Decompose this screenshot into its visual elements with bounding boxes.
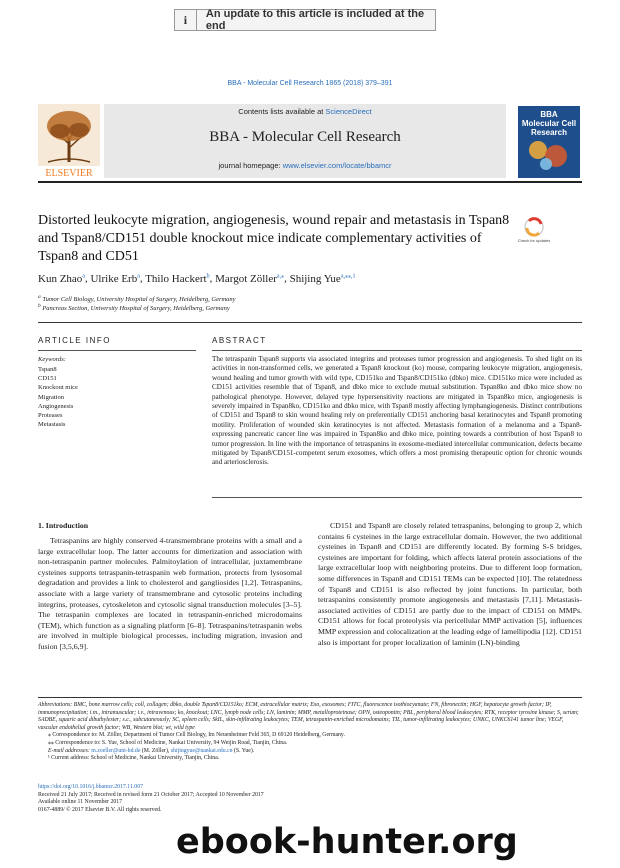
contents-line <box>104 107 506 116</box>
keyword: Metastasis <box>38 421 66 429</box>
homepage-link[interactable]: www.elsevier.com/locate/bbamcr <box>282 161 392 170</box>
keyword: Proteases <box>38 412 63 420</box>
keyword: Angiogenesis <box>38 402 74 410</box>
homepage-prefix: journal homepage: <box>218 161 281 170</box>
copyright: 0167-4889/ © 2017 Elsevier B.V. All rights reserved. <box>38 806 162 813</box>
elsevier-tree-logo-icon <box>38 104 100 178</box>
article-info-rule <box>38 350 196 351</box>
email-link[interactable]: m.zoeller@uni-hd.de <box>91 747 141 754</box>
header-divider <box>38 322 582 323</box>
received-dates: Received 21 July 2017; Received in revised form 21 October 2017; Accepted 10 November 2017 <box>38 791 264 798</box>
elsevier-wordmark: ELSEVIER <box>45 168 93 179</box>
author[interactable]: Margot Zöller$^{a,⁎}$ <box>215 272 285 285</box>
keyword: Migration <box>38 393 64 401</box>
homepage-line <box>104 161 506 170</box>
keyword: Knockout mice <box>38 384 78 392</box>
abstract-heading: ABSTRACT <box>212 336 267 345</box>
author-list: Kun Zhao$^a$, Ulrike Erb$^a$, Thilo Hackert$^b$, Margot Zöller$^{a,⁎}$, Shijing Yue$^{a,⁎⁎,1}$ <box>38 272 356 285</box>
check-for-updates-icon[interactable] <box>517 216 551 246</box>
author[interactable]: Ulrike Erb$^a$ <box>90 272 140 285</box>
affiliation: $^b$ Pancreas Section, University Hospital of Surgery, Heidelberg, Germany <box>38 303 230 313</box>
correspondence-footnote: ⁎ Correspondence to: M. Zöller, Department of Tumor Cell Biology, Im Neuenheimer Feld 365, D 69120 Heidelberg, Germany. <box>48 732 345 739</box>
watermark-text: ebook-hunter.org <box>176 822 518 862</box>
keyword: CD151 <box>38 375 57 383</box>
article-info-heading: ARTICLE INFO <box>38 336 111 345</box>
check-for-updates-label: Check for updates <box>517 238 551 243</box>
author[interactable]: Shijing Yue$^{a,⁎⁎,1}$ <box>289 272 356 285</box>
journal-citation[interactable]: BBA - Molecular Cell Research 1865 (2018) 379–391 <box>227 80 393 87</box>
author[interactable]: Thilo Hackert$^b$ <box>145 272 210 285</box>
author[interactable]: Kun Zhao$^a$ <box>38 272 85 285</box>
abstract-rule <box>212 350 582 351</box>
article-title: Distorted leukocyte migration, angiogenesis, wound repair and metastasis in Tspan8 and Tspan8/CD151 double knockout mice indicate complementary activities of Tspan8 and CD51 <box>38 213 510 264</box>
cover-art-icon <box>524 136 574 172</box>
keyword-list <box>38 365 78 429</box>
contents-prefix: Contents lists available at <box>238 107 324 116</box>
sciencedirect-link[interactable]: ScienceDirect <box>325 107 372 116</box>
available-online: Available online 11 November 2017 <box>38 799 123 806</box>
email-link[interactable]: shijingyue@nankai.edu.cn <box>170 747 233 754</box>
keyword: Tspan8 <box>38 366 57 373</box>
update-notice-text[interactable]: An update to this article is included at the end <box>205 8 425 32</box>
masthead-rule <box>38 181 582 183</box>
publication-info <box>38 784 264 814</box>
info-icon: i <box>175 10 197 30</box>
intro-left-column: Tetraspanins are highly conserved 4-transmembrane proteins with a small and a large extracellular loop. The latter accounts for dimerization and association with non-tetraspanin partner molecules. Palmitoylation of intracellular, juxtamembrane cysteines supports tetraspanin-tetraspanin web formation, protects from lysosomal degradation and provides a link to cholesterol and gangliosides [1,2]. Tetraspanins, associate with a large variety of transmembrane and cytosolic proteins including integrins, proteases, cytoskeleton and cytosolic signal transduction molecules [3–5]. The tetraspanin complexes are located in tetraspanin-enriched microdomains (TEM), which function as a signaling platform [6–8]. Tetraspanins/tetraspanin webs are involved in multiple biological processes, including migration, invasion and fusion [3,5,6,9]. <box>38 536 302 651</box>
doi-link[interactable]: https://doi.org/10.1016/j.bbamcr.2017.11.007 <box>38 784 143 790</box>
journal-title: BBA - Molecular Cell Research <box>209 129 401 145</box>
email-footnote: E-mail addresses: m.zoeller@uni-hd.de (M. Zöller), shijingyue@nankai.edu.cn (S. Yue). <box>48 747 255 754</box>
journal-masthead <box>38 104 582 178</box>
intro-right-column: CD151 and Tspan8 are closely related tetraspanins, belonging to group 2, which contains 6 cysteines in the large extracellular domain. However, the two additional cysteines in Tspan8 and CD151 are differently located. By forming S-S bridges, cysteines are important for folding, which affects lateral protein associations of the large extracellular loop with neighboring proteins. Due to different loop formation, some differences in Tspan8 and CD151 TEMs can be expected [10]. The relatedness of Tspan8 and CD151 is also reflected by joint functions. In particular, both tetraspanins consistently promote angiogenesis and metastasis [7,11]. Metastasis-associated activities of CD151 are partly due to the impact of CD151 on MMPs. CD151 allows for focal proteolysis via pericellular MMP activation [5], influences MMP expression and colocalization at the leading edge of lamellipodia [12]. CD151 also is important for proper localization of laminin (LN)-binding <box>318 521 582 647</box>
cover-title: BBA Molecular Cell Research <box>521 110 577 137</box>
journal-cover-image <box>518 106 580 178</box>
introduction-heading: 1. Introduction <box>38 521 89 530</box>
update-notice-bar[interactable] <box>174 9 436 31</box>
abbreviations-footnote: Abbreviations: BMC, bone marrow cells; coll, collagen; dbko, double Tspan8/CD151ko; ECM, extracellular matrix; Exo, exosomes; FITC, fluorescence isothiocyanate; FN, fibronectin; HGF, hepatocyte growth factor; IP, immunoprecipitation; i.m., intramuscular; i.v., intravenous; ko, knockout; LNC, lymph node cells; LN, laminin; MMP, metalloproteinase; OPN, osteopontin; PBL, peripheral blood leukocytes; RTK, receptor tyrosine kinase; S, serum; SADBE, squaric acid dibuthylester; s.c., subcutaneously; SC, spleen cells; SkIL, skin-infiltrating leukocytes; TEM, tetraspanin-enriched microdomains; TIL, tumor-infiltrating leukocytes; UNKC, UNKC6141 tumor line; VEGF, vascular endothelial growth factor; WB, Western blot; wt, wild type <box>38 702 579 731</box>
correspondence-footnote: ⁎⁎ Correspondence to: S. Yue, School of Medicine, Nankai University, 94 Weijin Road, Tianjin, China. <box>48 739 288 746</box>
abstract-text: The tetraspanin Tspan8 supports via associated integrins and proteases tumor progression and angiogenesis. To shed light on its activities in non-transformed cells, we generated a Tspan8 knockout (ko) mouse, comparing leukocyte migration, angiogenesis, wound healing and tumor growth with wild type, CD151ko and Tspan8/CD151ko (dbko) mice. CD151ko mice were included as CD151 activities resemble that of Tspan8, and dbko mice to exclude mutual substitution. Tspan8ko and dbko mice show no pathological phenotype. However, delayed type hypersensitivity reactions are mitigated in Tspan8ko mice, angiogenesis is severely impaired in Tspan8ko, CD151ko and dbko mice, with Tspan8 mostly affecting lymphangiogenesis. Distinct contributions of CD151 and Tspan8 to skin wound healing rely on preferentially CD151 anchoring basal keratinocytes and Tspan8 promoting motility. Proliferation of wounded skin keratinocytes is not affected. Metastasis formation of a melanoma and a Tspan8-expressing pancreatic cancer line was impaired in Tspan8ko and dbko mice, pointing towards a contribution of host Tspan8 to tumor progression. In line with the importance of tetraspanins in exosome-mediated intercellular communication, defects became mitigated by Tspan8/CD151-competent serum exosomes, which offers a most promising therapeutic option for chronic wounds and arteriosclerosis. <box>212 355 582 467</box>
masthead-center-box <box>104 104 506 178</box>
affiliation: $^a$ Tumor Cell Biology, University Hospital of Surgery, Heidelberg, Germany <box>38 294 236 304</box>
keywords-label: Keywords: <box>38 356 66 363</box>
abstract-bottom-rule <box>212 497 582 498</box>
footnotes <box>38 697 582 763</box>
current-address-footnote: ¹ Current address: School of Medicine, Nankai University, Tianjin, China. <box>48 755 220 762</box>
